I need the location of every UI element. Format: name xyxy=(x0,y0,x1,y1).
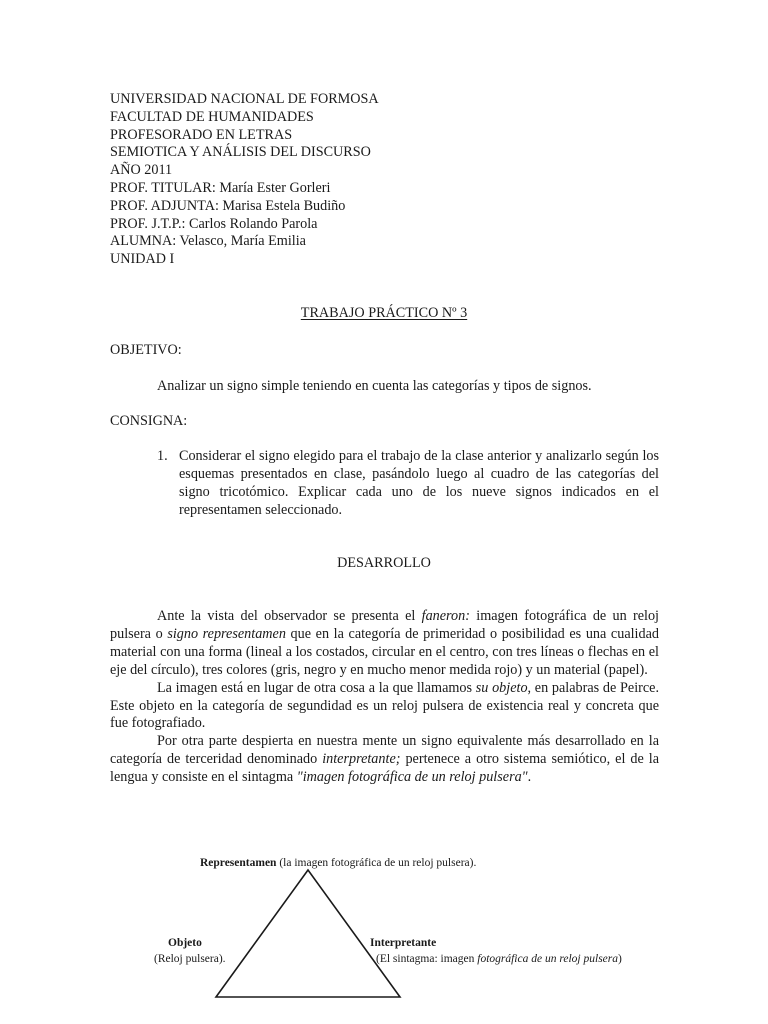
text-run: Por otra parte despierta en nuestra mente un signo equivalente más desarrollado en la categoría de terceridad denominado xyxy=(110,733,659,768)
text-run: pertenece a otro sistema semiótico, el de la lengua y consiste en el sintagma xyxy=(110,751,660,786)
header-student: ALUMNA: Velasco, María Emilia xyxy=(110,233,306,250)
header-prof-adjunta: PROF. ADJUNTA: Marisa Estela Budiño xyxy=(110,197,346,214)
header-prof-titular: PROF. TITULAR: María Ester Gorleri xyxy=(110,179,331,196)
header-course: SEMIOTICA Y ANÁLISIS DEL DISCURSO xyxy=(110,144,371,161)
semiotic-triangle-diagram xyxy=(0,840,768,1024)
representamen-term: Representamen xyxy=(200,857,277,869)
development-body xyxy=(110,608,659,787)
text-run: . xyxy=(527,769,532,786)
objective-text: Analizar un signo simple teniendo en cuenta las categorías y tipos de signos. xyxy=(157,378,592,394)
page-title: TRABAJO PRÁCTICO Nº 3 xyxy=(300,305,468,321)
italic-term: faneron: xyxy=(421,608,470,624)
text-run: imagen fotográfica de un reloj pulsera o xyxy=(110,608,659,642)
paragraph-interpretante xyxy=(110,733,659,787)
text-run: Ante la vista del observador se presenta el xyxy=(157,608,422,624)
consigna-label: CONSIGNA: xyxy=(110,413,188,429)
paragraph-objeto xyxy=(110,680,659,734)
interpretante-term: Interpretante xyxy=(370,937,437,949)
header-program: PROFESORADO EN LETRAS xyxy=(110,126,293,143)
section-title: DESARROLLO xyxy=(337,555,431,571)
objective-label: OBJETIVO: xyxy=(110,342,182,358)
consigna-item-text: Considerar el signo elegido para el trabajo de la clase anterior y analizarlo según los esquemas presentados en clase, pasándolo luego al cuadro de las categorías del signo tricotómico. Explicar cada uno de los nueve signos indicados en el representamen seleccionado. xyxy=(179,448,659,518)
consigna-item-number: 1. xyxy=(157,448,168,464)
representamen-description: (la imagen fotográfica de un reloj pulsera). xyxy=(276,857,477,869)
header-year: AÑO 2011 xyxy=(110,162,173,179)
text-run: , en palabras de Peirce. Este objeto en la categoría de segundidad es un reloj pulsera de existencia real y concreta que fue fotografiado. xyxy=(110,679,659,732)
italic-term: "imagen fotográfica de un reloj pulsera" xyxy=(296,769,528,786)
header-university: UNIVERSIDAD NACIONAL DE FORMOSA xyxy=(110,91,379,107)
document-header xyxy=(110,91,379,269)
italic-term: interpretante; xyxy=(322,751,401,768)
consigna-list-item xyxy=(157,447,659,519)
text-run: que en la categoría de primeridad o posibilidad es una cualidad material con una forma (lineal a los costados, circular en el centro, con tres líneas o flechas en el eje del círculo), tres colores (gris, negro y en mucho menor medida rojo) y un material (papel). xyxy=(110,625,659,678)
paragraph-faneron xyxy=(110,608,659,680)
header-prof-jtp: PROF. J.T.P.: Carlos Rolando Parola xyxy=(110,215,318,232)
italic-term: su objeto xyxy=(475,679,528,696)
italic-term: signo representamen xyxy=(167,625,286,642)
text-run: La imagen está en lugar de otra cosa a la que llamamos xyxy=(157,679,476,696)
interpretante-description: (El sintagma: imagen fotográfica de un reloj pulsera) xyxy=(376,953,622,965)
header-unit: UNIDAD I xyxy=(110,251,175,268)
header-faculty: FACULTAD DE HUMANIDADES xyxy=(110,108,314,125)
objeto-description: (Reloj pulsera). xyxy=(154,953,226,965)
objeto-term: Objeto xyxy=(168,937,202,949)
representamen-label xyxy=(200,857,476,869)
